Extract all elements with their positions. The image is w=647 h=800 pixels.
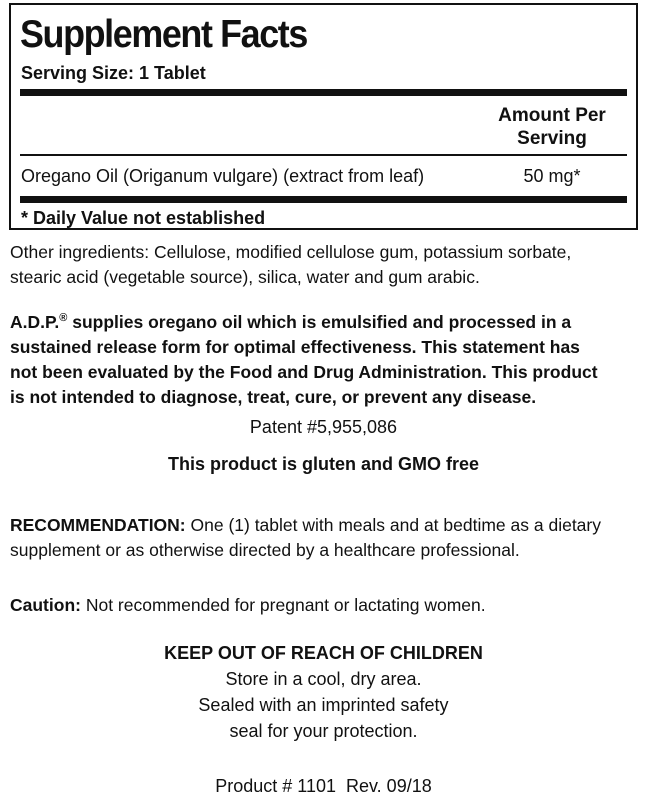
storage-instructions: Store in a cool, dry area. bbox=[225, 669, 422, 689]
adp-statement bbox=[10, 306, 636, 410]
amount-per-serving-header bbox=[482, 104, 622, 150]
sealed-line1: Sealed with an imprinted safety bbox=[198, 695, 449, 715]
amount-header-line2: Serving bbox=[517, 128, 587, 149]
adp-line4: is not intended to diagnose, treat, cure, or prevent any disease. bbox=[10, 386, 537, 407]
recommendation-label: RECOMMENDATION: bbox=[10, 515, 186, 535]
adp-line1-rest: supplies oregano oil which is emulsified and processed in a bbox=[67, 311, 572, 332]
thick-divider-bottom bbox=[20, 196, 627, 203]
other-ingredients bbox=[10, 240, 636, 290]
registered-mark: ® bbox=[59, 312, 68, 324]
caution-text: Not recommended for pregnant or lactating women. bbox=[80, 595, 486, 615]
nutrient-amount: 50 mg* bbox=[523, 166, 581, 186]
keep-out-of-reach: KEEP OUT OF REACH OF CHILDREN bbox=[164, 643, 483, 663]
adp-line2: sustained release form for optimal effectiveness. This statement has bbox=[10, 336, 580, 357]
daily-value-note: * Daily Value not established bbox=[21, 208, 266, 228]
recommendation-line2: supplement or as otherwise directed by a healthcare professional. bbox=[10, 540, 520, 560]
gluten-gmo-statement: This product is gluten and GMO free bbox=[167, 454, 480, 474]
other-ingredients-line2: stearic acid (vegetable source), silica, water and gum arabic. bbox=[10, 267, 480, 287]
caution bbox=[10, 593, 636, 618]
product-number: Product # 1101 Rev. 09/18 bbox=[215, 776, 432, 796]
supplement-facts-panel bbox=[9, 3, 638, 230]
caution-label: Caution: bbox=[10, 595, 81, 615]
amount-header-line1: Amount Per bbox=[498, 105, 606, 126]
serving-size: Serving Size: 1 Tablet bbox=[21, 63, 206, 83]
adp-line3: not been evaluated by the Food and Drug Administration. This product bbox=[10, 361, 598, 382]
recommendation-line1-rest: One (1) tablet with meals and at bedtime as a dietary bbox=[185, 515, 601, 535]
nutrient-row bbox=[21, 163, 627, 189]
other-ingredients-line1: Other ingredients: Cellulose, modified cellulose gum, potassium sorbate, bbox=[10, 242, 572, 262]
recommendation bbox=[10, 513, 636, 563]
adp-brand: A.D.P. bbox=[10, 311, 60, 332]
thick-divider-top bbox=[20, 89, 627, 96]
recommendation-line1 bbox=[10, 513, 636, 538]
adp-line1 bbox=[10, 306, 636, 335]
thin-divider bbox=[20, 154, 627, 156]
sealed-line2: seal for your protection. bbox=[229, 721, 418, 741]
nutrient-name: Oregano Oil (Origanum vulgare) (extract from leaf) bbox=[21, 166, 425, 186]
panel-title: Supplement Facts bbox=[20, 13, 307, 56]
patent-number: Patent #5,955,086 bbox=[249, 417, 398, 437]
